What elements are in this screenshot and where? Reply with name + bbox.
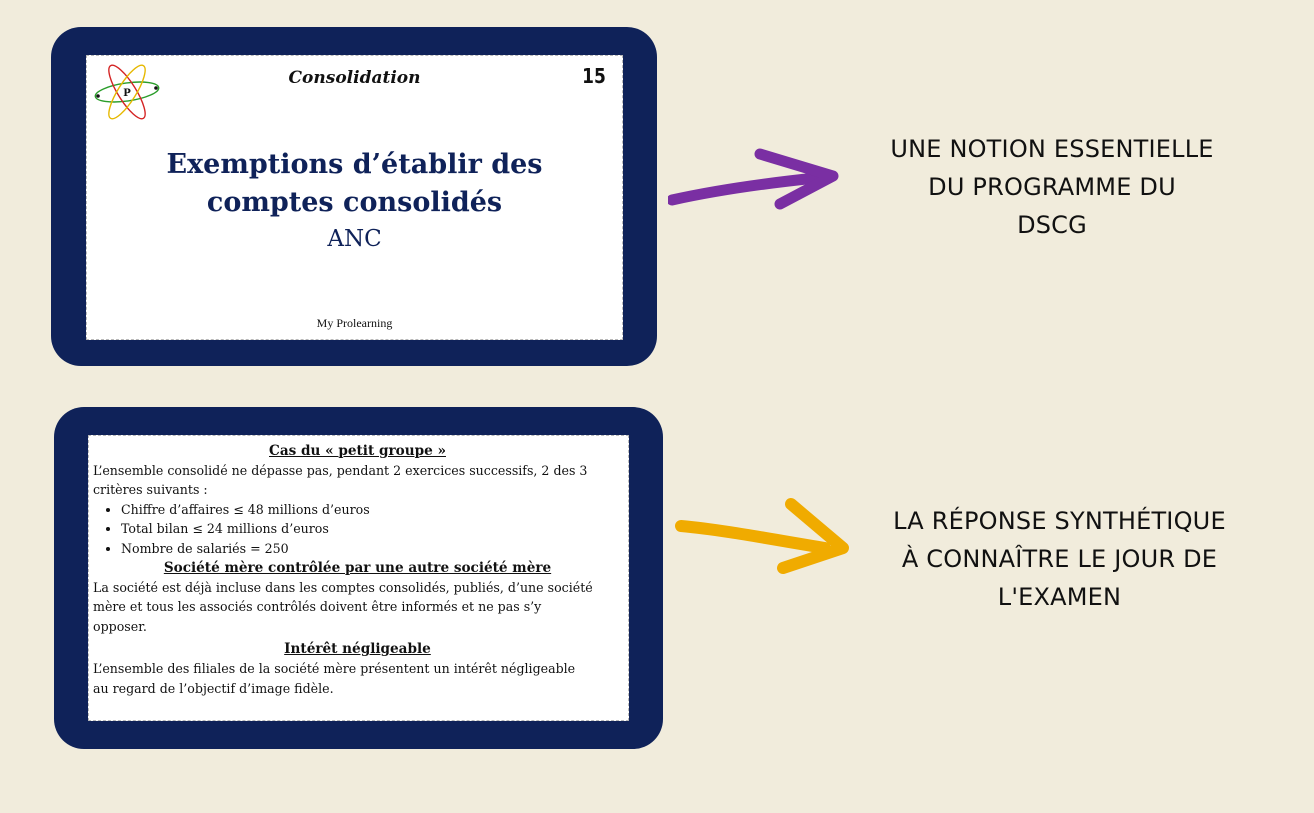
card-subtitle: ANC [327, 226, 382, 252]
card-footer: My Prolearning [316, 316, 393, 330]
caption-line: LA RÉPONSE SYNTHÉTIQUE [893, 507, 1226, 535]
text-line: opposer. [93, 618, 147, 634]
flashcard-front-frame [51, 27, 657, 366]
caption-line: À CONNAÎTRE LE JOUR DE [901, 545, 1218, 573]
text-line: mère et tous les associés contrôlés doivent être informés et ne pas s’y [93, 599, 542, 615]
text-line: au regard de l’objectif d’image fidèle. [93, 680, 334, 696]
flashcard-front [86, 55, 623, 340]
caption-line: DSCG [1017, 211, 1087, 239]
card-number: 15 [582, 64, 606, 88]
text-line: critères suivants : [93, 482, 208, 498]
logo-letter: P [123, 88, 131, 99]
text-line: L’ensemble des filiales de la société mère présentent un intérêt négligeable [93, 661, 576, 677]
section-heading: Cas du « petit groupe » [269, 443, 446, 459]
caption-top [852, 130, 1252, 244]
list-item: • Nombre de salariés = 250 [121, 539, 622, 558]
section-heading: Intérêt négligeable [284, 641, 431, 658]
caption-line: UNE NOTION ESSENTIELLE [890, 135, 1214, 163]
flashcard-back-frame [54, 407, 663, 749]
section-heading: Société mère contrôlée par une autre société mère [163, 560, 552, 577]
card-title-line: comptes consolidés [206, 187, 503, 218]
section-text [93, 461, 622, 500]
text-line: L’ensemble consolidé ne dépasse pas, pendant 2 exercices successifs, 2 des 3 [93, 463, 588, 478]
list-item: • Chiffre d’affaires ≤ 48 millions d’euros [121, 500, 622, 519]
text-line: La société est déjà incluse dans les comptes consolidés, publiés, d’une société [93, 580, 593, 596]
caption-line: L'EXAMEN [997, 583, 1122, 611]
arrow-right-icon [675, 496, 855, 576]
caption-bottom [852, 502, 1267, 616]
flashcard-back [88, 435, 629, 721]
section-text [93, 578, 622, 636]
arrow-right-icon [668, 148, 843, 210]
list-item: • Total bilan ≤ 24 millions d’euros [121, 519, 622, 538]
card-subject: Consolidation [288, 68, 421, 88]
card-title [87, 146, 622, 222]
section-text [93, 659, 622, 698]
card-title-line: Exemptions d’établir des [166, 149, 543, 180]
caption-line: DU PROGRAMME DU [928, 173, 1176, 201]
criteria-list [93, 500, 622, 558]
